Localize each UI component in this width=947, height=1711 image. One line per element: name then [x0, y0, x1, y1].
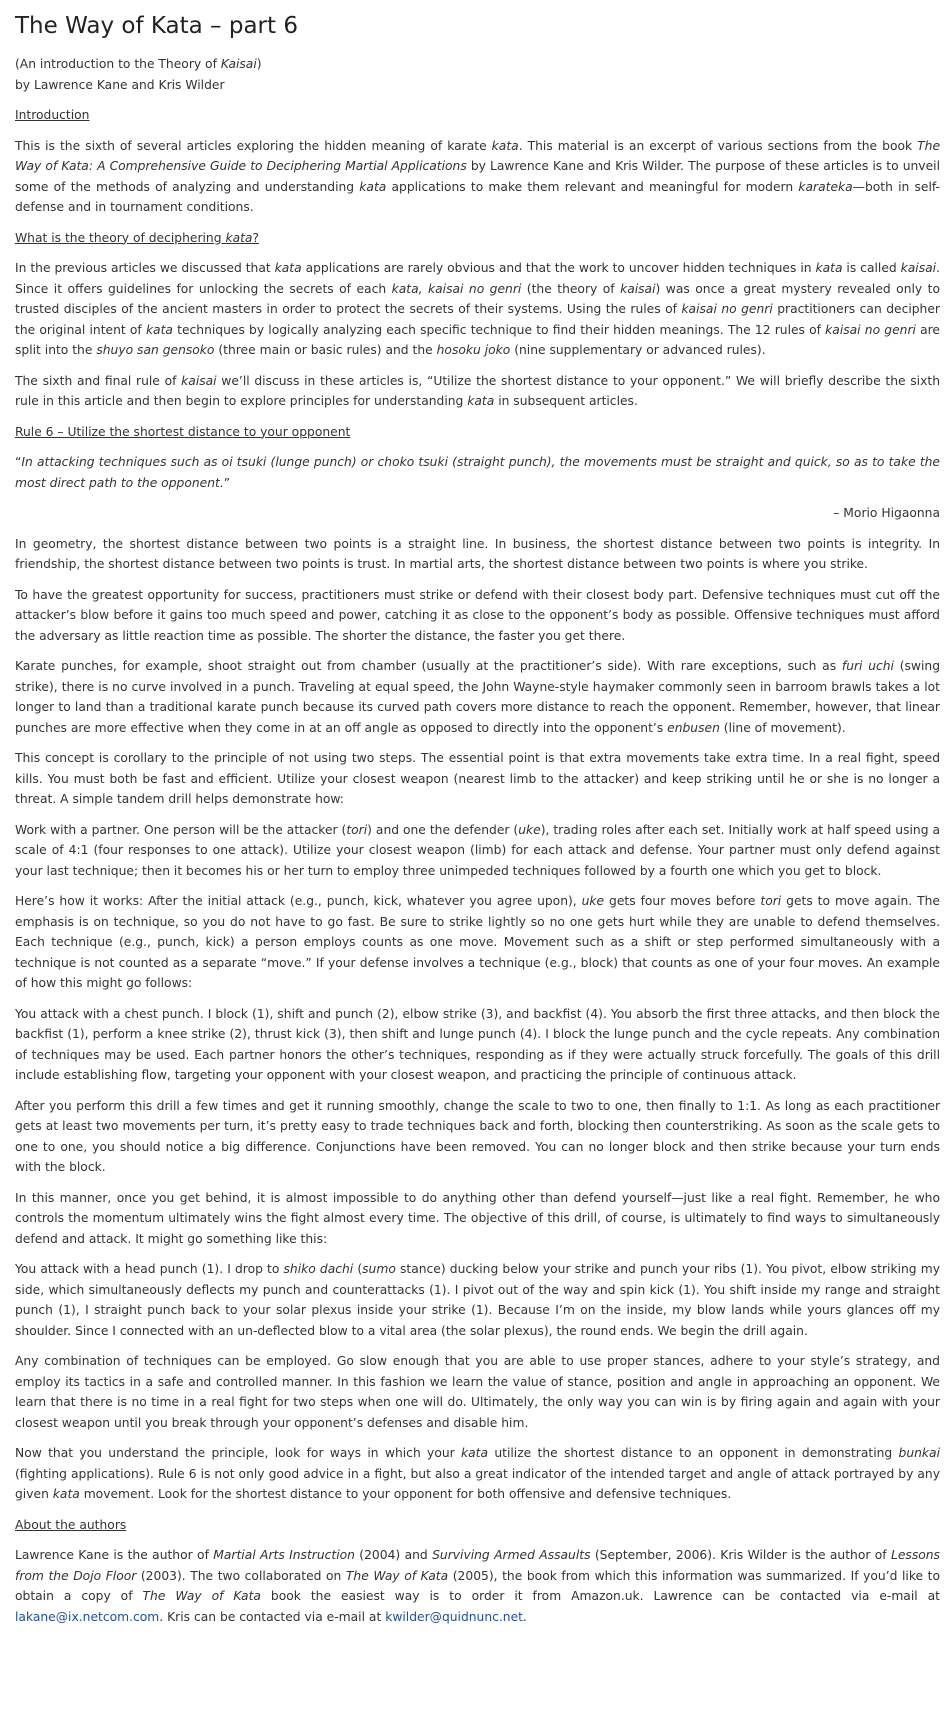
- section-heading-about: About the authors: [15, 1517, 127, 1532]
- authors-line: by Lawrence Kane and Kris Wilder: [15, 77, 225, 92]
- rule6-paragraph-8: After you perform this drill a few times and get it running smoothly, change the scale to two to one, then finally to 1:1. As long as each practitioner gets at least two movements per turn, it’s pretty easy to trade techniques back and forth, blocking then counterstriking. As soon as the scale gets to one to one, you should notice a big difference. Conjunctions have been removed. You can no longer block and then strike because your turn ends with the block.: [15, 1098, 940, 1174]
- email-link-kris[interactable]: kwilder@quidnunc.net: [385, 1609, 523, 1624]
- page-title: The Way of Kata – part 6: [15, 13, 298, 39]
- about-paragraph: Lawrence Kane is the author of Martial Arts Instruction (2004) and Surviving Armed Assaults (September, 2006). Kris Wilder is the author of Lessons from the Dojo Floor (2003). The two collaborated on The Way of Kata (2005), the book from which this information was summarized. If you’d like to obtain a copy of The Way of Kata book the easiest way is to order it from Amazon.uk. Lawrence can be contacted via e-mail at lakane@ix.netcom.com. Kris can be contacted via e-mail at kwilder@quidnunc.net.: [15, 1548, 940, 1624]
- rule6-paragraph-5: Work with a partner. One person will be the attacker (tori) and one the defender (uke), trading roles after each set. Initially work at half speed using a scale of 4:1 (four responses to one attack). Utilize your closest weapon (limb) for each attack and defense. Your partner must only defend against your last technique; then it becomes his or her turn to employ three unimpeded techniques followed by a fourth one which you get to block.: [15, 822, 941, 878]
- rule6-paragraph-1: In geometry, the shortest distance between two points is a straight line. In business, the shortest distance between two points is integrity. In friendship, the shortest distance between two points is trust. In martial arts, the shortest distance between two points is where you strike.: [15, 536, 940, 571]
- byline: [15, 54, 940, 95]
- intro-paragraph: This is the sixth of several articles exploring the hidden meaning of karate kata. This material is an excerpt of various sections from the book The Way of Kata: A Comprehensive Guide to Deciphering Martial Applications by Lawrence Kane and Kris Wilder. The purpose of these articles is to unveil some of the methods of analyzing and understanding kata applications to make them relevant and meaningful for modern karateka—both in self-defense and in tournament conditions.: [15, 138, 941, 214]
- theory-paragraph-2: The sixth and final rule of kaisai we’ll discuss in these articles is, “Utilize the shortest distance to your opponent.” We will briefly describe the sixth rule in this article and then begin to explore principles for understanding kata in subsequent articles.: [15, 373, 940, 408]
- rule6-paragraph-6: Here’s how it works: After the initial attack (e.g., punch, kick, whatever you agree upon), uke gets four moves before tori gets to move again. The emphasis is on technique, so you do not have to go fast. Be sure to strike lightly so no one gets hurt while they are unable to defend themselves. Each technique (e.g., punch, kick) a person employs counts as one move. Movement such as a shift or step performed simultaneously with a technique is not counted as a separate “move.” If your defense involves a technique (e.g., block) that counts as one of your four moves. An example of how this might go follows:: [15, 894, 941, 990]
- quote-attribution: – Morio Higaonna: [833, 506, 940, 520]
- rule6-paragraph-12: Now that you understand the principle, look for ways in which your kata utilize the shortest distance to an opponent in demonstrating bunkai (fighting applications). Rule 6 is not only good advice in a fight, but also a great indicator of the intended target and angle of attack portrayed by any given kata movement. Look for the shortest distance to your opponent for both offensive and defensive techniques.: [15, 1446, 940, 1501]
- section-heading-theory: What is the theory of deciphering kata?: [15, 230, 259, 245]
- email-link-lawrence[interactable]: lakane@ix.netcom.com: [15, 1609, 160, 1624]
- rule6-paragraph-11: Any combination of techniques can be employed. Go slow enough that you are able to use proper stances, adhere to your style’s strategy, and employ its tactics in a safe and controlled manner. In this fashion we learn the value of stance, position and angle in approaching an opponent. We learn that there is no time in a real fight for two steps when one will do. Ultimately, the only way you can win is by firing again and again with your closest weapon until you break through your opponent’s defenses and disable him.: [15, 1354, 940, 1430]
- quote: “In attacking techniques such as oi tsuki (lunge punch) or choko tsuki (straight punch), the movements must be straight and quick, so as to take the most direct path to the opponent.”: [15, 455, 940, 490]
- rule6-paragraph-10: You attack with a head punch (1). I drop to shiko dachi (sumo stance) ducking below your strike and punch your ribs (1). You pivot, elbow striking my side, which simultaneously deflects my punch and counterattacks (1). I pivot out of the way and spin kick (1). You shift inside my range and straight punch (1), I straight punch back to your solar plexus inside your strike (1). Because I’m on the inside, my blow lands while yours glances off my shoulder. Since I connected with an un-deflected blow to a vital area (the solar plexus), the round ends. We begin the drill again.: [15, 1262, 940, 1338]
- rule6-paragraph-2: To have the greatest opportunity for success, practitioners must strike or defend with their closest body part. Defensive techniques must cut off the attacker’s blow before it gains too much speed and power, catching it as close to the opponent’s body as possible. Offensive techniques must afford the adversary as little reaction time as possible. The shorter the distance, the faster you get there.: [15, 587, 940, 643]
- theory-paragraph-1: In the previous articles we discussed that kata applications are rarely obvious and that the work to uncover hidden techniques in kata is called kaisai. Since it offers guidelines for unlocking the secrets of each kata, kaisai no genri (the theory of kaisai) was once a great mystery revealed only to trusted disciples of the ancient masters in order to protect the secrets of their systems. Using the rules of kaisai no genri practitioners can decipher the original intent of kata techniques by logically analyzing each specific technique to find their hidden meanings. The 12 rules of kaisai no genri are split into the shuyo san gensoko (three main or basic rules) and the hosoku joko (nine supplementary or advanced rules).: [15, 261, 941, 357]
- section-heading-introduction: Introduction: [15, 108, 90, 122]
- rule6-paragraph-3: Karate punches, for example, shoot straight out from chamber (usually at the practitioner’s side). With rare exceptions, such as furi uchi (swing strike), there is no curve involved in a punch. Traveling at equal speed, the John Wayne-style haymaker commonly seen in barroom brawls takes a lot longer to land than a traditional karate punch because its curved path covers more distance to reach the opponent. Remember, however, that linear punches are more effective when they come in at an off angle as opposed to directly into the opponent’s enbusen (line of movement).: [15, 659, 940, 735]
- subtitle: (An introduction to the Theory of Kaisai): [15, 57, 262, 71]
- rule6-paragraph-7: You attack with a chest punch. I block (1), shift and punch (2), elbow strike (3), and backfist (4). You absorb the first three attacks, and then block the backfist (1), perform a knee strike (2), thrust kick (3), then shift and lunge punch (4). I block the lunge punch and the cycle repeats. Any combination of techniques may be used. Each partner honors the other’s techniques, responding as if they were actually struck forcefully. The goals of this drill include establishing flow, targeting your opponent with your closest weapon, and practicing the principle of continuous attack.: [15, 1006, 940, 1082]
- rule6-paragraph-9: In this manner, once you get behind, it is almost impossible to do anything other than defend yourself—just like a real fight. Remember, he who controls the momentum ultimately wins the fight almost every time. The objective of this drill, of course, is ultimately to find ways to simultaneously defend and attack. It might go something like this:: [15, 1190, 940, 1246]
- rule6-paragraph-4: This concept is corollary to the principle of not using two steps. The essential point is that extra movements take extra time. In a real fight, speed kills. You must both be fast and efficient. Utilize your closest weapon (nearest limb to the attacker) and keep striking until he or she is no longer a threat. A simple tandem drill helps demonstrate how:: [15, 751, 940, 806]
- section-heading-rule6: Rule 6 – Utilize the shortest distance to your opponent: [15, 424, 351, 439]
